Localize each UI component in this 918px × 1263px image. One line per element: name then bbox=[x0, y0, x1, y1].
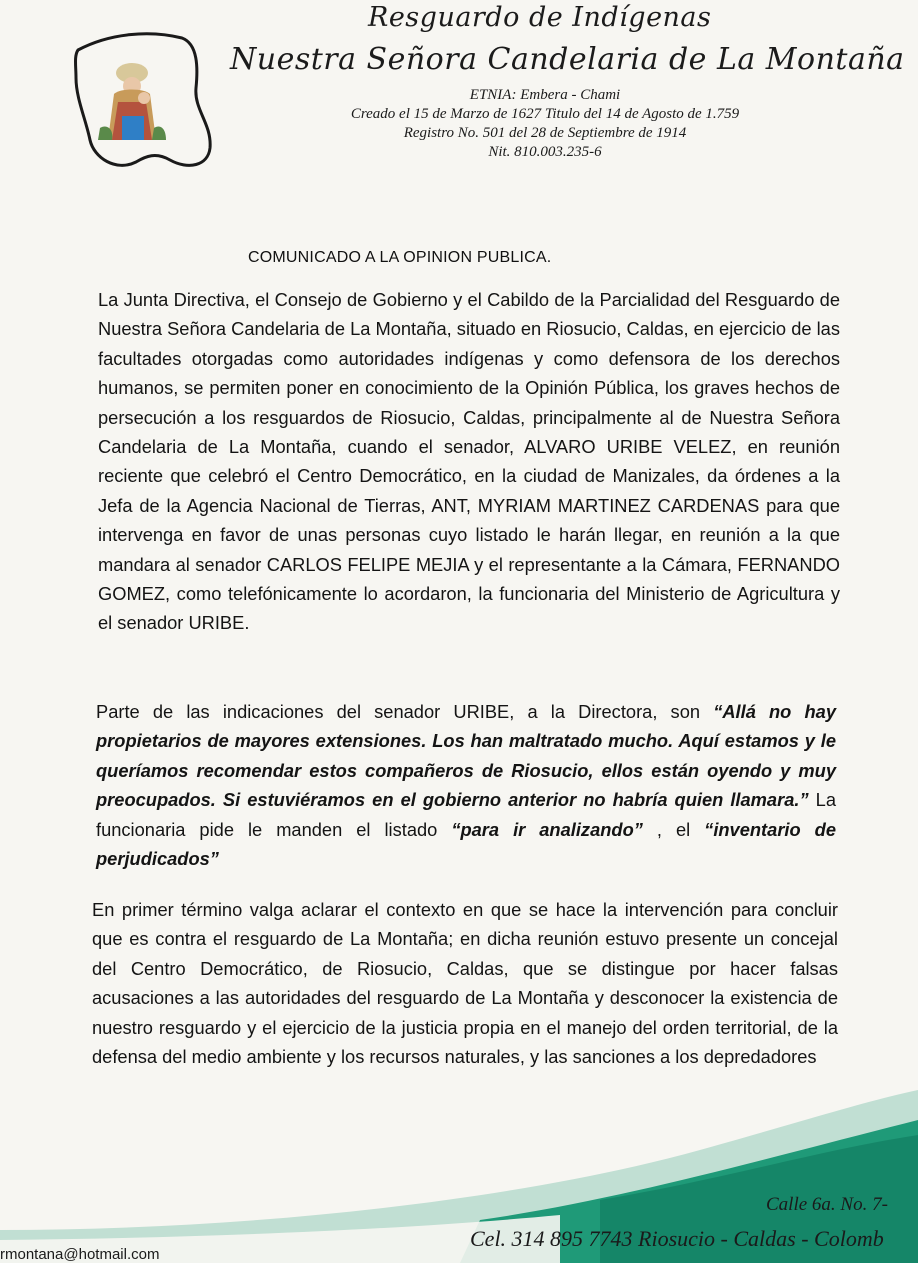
letterhead-title-line2: Nuestra Señora Candelaria de La Montaña bbox=[230, 42, 905, 77]
analysis-quote: “para ir analizando” bbox=[451, 818, 643, 840]
paragraph-1-text: La Junta Directiva, el Consejo de Gobierno y el Cabildo de la Parcialidad del Resguardo de Nuestra Señora Candelaria de La Montaña, situado en Riosucio, Caldas, en ejercicio de las facultades otorgadas como autoridades indígenas y como defensora de los derechos humanos, se permiten poner en conocimiento de la Opinión Pública, los graves hechos de persecución a los resguardos de Riosucio, Caldas, principalmente al de Nuestra Señora Candelaria de La Montaña, cuando el senador, ALVARO URIBE VELEZ, en reunión reciente que celebró el Centro Democrático, en la ciudad de Manizales, da órdenes a la Jefa de la Agencia Nacional de Tierras, ANT, MYRIAM MARTINEZ CARDENAS para que intervenga en favor de unas personas cuyo listado le harán llegar, en reunión a la que mandara al senador CARLOS FELIPE MEJIA y el representante a la Cámara, FERNANDO GOMEZ, como telefónicamente lo acordaron, la funcionaria del Ministerio de Agricultura y el senador URIBE. bbox=[98, 289, 840, 634]
paragraph-2-sep: , el bbox=[642, 818, 705, 840]
registry-line: Registro No. 501 del 28 de Septiembre de 1914 bbox=[403, 125, 687, 141]
nit-line: Nit. 810.003.235-6 bbox=[488, 144, 602, 160]
paragraph-2 bbox=[96, 697, 836, 873]
paragraph-3-text: En primer término valga aclarar el contexto en que se hace la intervención para concluir que es contra el resguardo de La Montaña; en dicha reunión estuvo presente un concejal del Centro Democrático, de Riosucio, Caldas, que se distingue por hacer falsas acusaciones a las autoridades del resguardo de La Montaña y desconocer la existencia de nuestro resguardo y el ejercicio de la justicia propia en el manejo del orden territorial, de la defensa del medio ambiente y los recursos naturales, y las sanciones a los depredadores bbox=[92, 899, 838, 1068]
inventory-quote: “inventario de perjudicados” bbox=[96, 818, 837, 870]
footer-address: Calle 6a. No. 7- bbox=[766, 1194, 888, 1215]
letterhead-meta bbox=[290, 86, 800, 162]
letterhead bbox=[0, 0, 918, 200]
document-heading: COMUNICADO A LA OPINION PUBLICA. bbox=[248, 249, 552, 266]
paragraph-3 bbox=[92, 895, 838, 1071]
virgin-candelaria-logo bbox=[70, 28, 220, 173]
virgin-image-icon bbox=[70, 28, 220, 173]
creation-line: Creado el 15 de Marzo de 1627 Titulo del 14 de Agosto de 1.759 bbox=[350, 106, 740, 122]
footer-email: rmontana@hotmail.com bbox=[0, 1246, 160, 1263]
ethnicity-line: ETNIA: Embera - Chami bbox=[469, 87, 621, 103]
paragraph-2-text bbox=[96, 697, 836, 873]
footer-phone: Cel. 314 895 7743 Riosucio - Caldas - Colomb bbox=[470, 1226, 884, 1251]
letterhead-title-line1: Resguardo de Indígenas bbox=[368, 2, 712, 33]
paragraph-1 bbox=[98, 285, 840, 638]
uribe-quote: “Allá no hay propietarios de mayores extensiones. Los han maltratado mucho. Aquí estamos y le queríamos recomendar estos compañeros de Riosucio, ellos están oyendo y muy preocupados. Si estuviéramos en el gobierno anterior no habría quien llamara.” bbox=[96, 701, 836, 811]
paragraph-2-middle: La funcionaria pide le manden el listado bbox=[96, 789, 836, 840]
paragraph-2-intro: Parte de las indicaciones del senador URIBE, a la Directora, son bbox=[96, 701, 714, 722]
